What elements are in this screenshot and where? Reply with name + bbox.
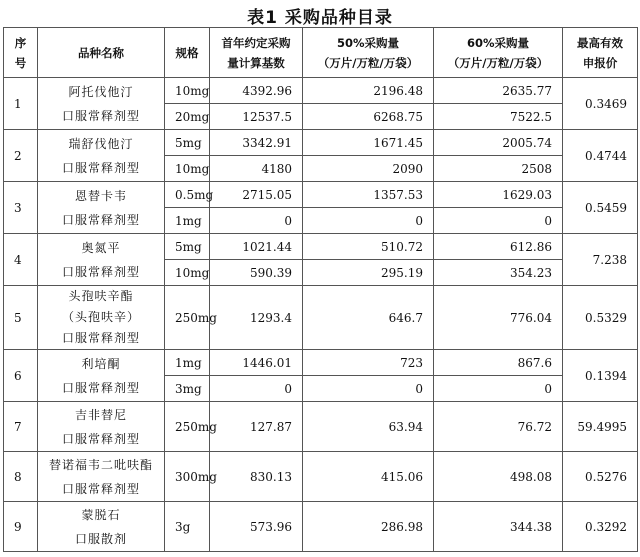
product-name-line: 蒙脱石 [81,507,121,522]
product-name-line: 瑞舒伐他汀 [68,136,134,151]
cell-spec: 1mg [165,208,210,234]
product-name-line: 吉非替尼 [74,407,127,422]
product-name-line: 阿托伐他汀 [68,84,134,99]
cell-spec: 250mg [165,286,210,350]
cell-max-price: 0.5276 [563,452,638,502]
table-row [4,286,638,350]
cell-max-price: 0.5459 [563,182,638,234]
cell-base-quantity: 0 [210,376,303,402]
cell-60pct-quantity: 76.72 [434,402,563,452]
cell-product-name [38,182,165,234]
product-name-line: （头孢呋辛） [61,310,140,324]
cell-base-quantity: 3342.91 [210,130,303,156]
cell-50pct-quantity: 0 [303,208,434,234]
cell-60pct-quantity: 1629.03 [434,182,563,208]
cell-spec: 1mg [165,350,210,376]
cell-spec: 20mg [165,104,210,130]
table-row [4,452,638,502]
cell-50pct-quantity: 295.19 [303,260,434,286]
cell-max-price: 7.238 [563,234,638,286]
table-title: 表1 采购品种目录 [247,8,393,28]
cell-50pct-quantity: 1671.45 [303,130,434,156]
cell-60pct-quantity: 0 [434,376,563,402]
header-base-quantity: 首年约定采购 量计算基数 [210,28,303,78]
product-name-line: 口服常释剂型 [61,212,140,227]
cell-60pct-quantity: 0 [434,208,563,234]
product-name-line: 利培酮 [81,356,121,371]
cell-product-name [38,286,165,350]
product-name-line: 口服常释剂型 [61,481,140,496]
product-name-line: 口服散剂 [74,531,127,546]
cell-spec: 0.5mg [165,182,210,208]
cell-60pct-quantity: 2005.74 [434,130,563,156]
header-60pct-quantity: 60%采购量 （万片/万粒/万袋） [434,28,563,78]
product-name-line: 替诺福韦二吡呋酯 [48,457,153,472]
cell-spec: 3mg [165,376,210,402]
table-row [4,502,638,552]
cell-max-price: 0.1394 [563,350,638,402]
cell-60pct-quantity: 612.86 [434,234,563,260]
product-name-line: 口服常释剂型 [61,431,140,446]
cell-spec: 5mg [165,130,210,156]
cell-spec: 5mg [165,234,210,260]
cell-50pct-quantity: 510.72 [303,234,434,260]
cell-index: 6 [4,350,38,402]
cell-spec: 300mg [165,452,210,502]
table-row [4,130,638,156]
cell-base-quantity: 1446.01 [210,350,303,376]
cell-product-name [38,452,165,502]
cell-product-name [38,402,165,452]
cell-base-quantity: 590.39 [210,260,303,286]
table-row [4,402,638,452]
cell-max-price: 0.3292 [563,502,638,552]
cell-60pct-quantity: 2635.77 [434,78,563,104]
cell-max-price: 0.4744 [563,130,638,182]
cell-50pct-quantity: 286.98 [303,502,434,552]
cell-base-quantity: 2715.05 [210,182,303,208]
cell-product-name [38,350,165,402]
cell-product-name [38,234,165,286]
cell-50pct-quantity: 646.7 [303,286,434,350]
cell-50pct-quantity: 63.94 [303,402,434,452]
cell-spec: 3g [165,502,210,552]
cell-product-name [38,78,165,130]
cell-index: 8 [4,452,38,502]
table-header [4,28,638,78]
cell-index: 4 [4,234,38,286]
cell-index: 3 [4,182,38,234]
cell-60pct-quantity: 7522.5 [434,104,563,130]
product-name-line: 头孢呋辛酯 [68,289,134,303]
cell-base-quantity: 0 [210,208,303,234]
cell-index: 5 [4,286,38,350]
cell-base-quantity: 4392.96 [210,78,303,104]
cell-base-quantity: 127.87 [210,402,303,452]
cell-spec: 10mg [165,260,210,286]
cell-spec: 10mg [165,156,210,182]
header-spec: 规格 [165,28,210,78]
product-name-line: 口服常释剂型 [61,380,140,395]
cell-50pct-quantity: 0 [303,376,434,402]
cell-50pct-quantity: 415.06 [303,452,434,502]
cell-index: 1 [4,78,38,130]
table-body [4,78,638,552]
cell-base-quantity: 4180 [210,156,303,182]
table-row [4,182,638,208]
product-name-line: 口服常释剂型 [61,108,140,123]
table-row [4,234,638,260]
product-name-line: 口服常释剂型 [61,264,140,279]
cell-50pct-quantity: 2196.48 [303,78,434,104]
cell-60pct-quantity: 354.23 [434,260,563,286]
table-row [4,350,638,376]
product-name-line: 口服常释剂型 [61,331,140,345]
cell-base-quantity: 573.96 [210,502,303,552]
header-row [4,28,638,78]
cell-50pct-quantity: 1357.53 [303,182,434,208]
cell-base-quantity: 1293.4 [210,286,303,350]
header-50pct-quantity: 50%采购量 （万片/万粒/万袋） [303,28,434,78]
cell-base-quantity: 12537.5 [210,104,303,130]
cell-50pct-quantity: 2090 [303,156,434,182]
cell-max-price: 59.4995 [563,402,638,452]
cell-index: 9 [4,502,38,552]
cell-base-quantity: 1021.44 [210,234,303,260]
cell-60pct-quantity: 867.6 [434,350,563,376]
cell-max-price: 0.3469 [563,78,638,130]
cell-50pct-quantity: 6268.75 [303,104,434,130]
cell-product-name [38,130,165,182]
product-name-line: 奥氮平 [81,240,121,255]
header-max-price: 最高有效 申报价 [563,28,638,78]
cell-index: 2 [4,130,38,182]
header-index: 序 号 [4,28,38,78]
cell-spec: 250mg [165,402,210,452]
cell-spec: 10mg [165,78,210,104]
cell-60pct-quantity: 2508 [434,156,563,182]
header-product-name: 品种名称 [38,28,165,78]
cell-index: 7 [4,402,38,452]
product-name-line: 恩替卡韦 [74,188,127,203]
cell-base-quantity: 830.13 [210,452,303,502]
cell-50pct-quantity: 723 [303,350,434,376]
cell-product-name [38,502,165,552]
product-name-line: 口服常释剂型 [61,160,140,175]
cell-60pct-quantity: 776.04 [434,286,563,350]
procurement-table [3,27,638,552]
cell-60pct-quantity: 344.38 [434,502,563,552]
cell-max-price: 0.5329 [563,286,638,350]
table-row [4,78,638,104]
cell-60pct-quantity: 498.08 [434,452,563,502]
